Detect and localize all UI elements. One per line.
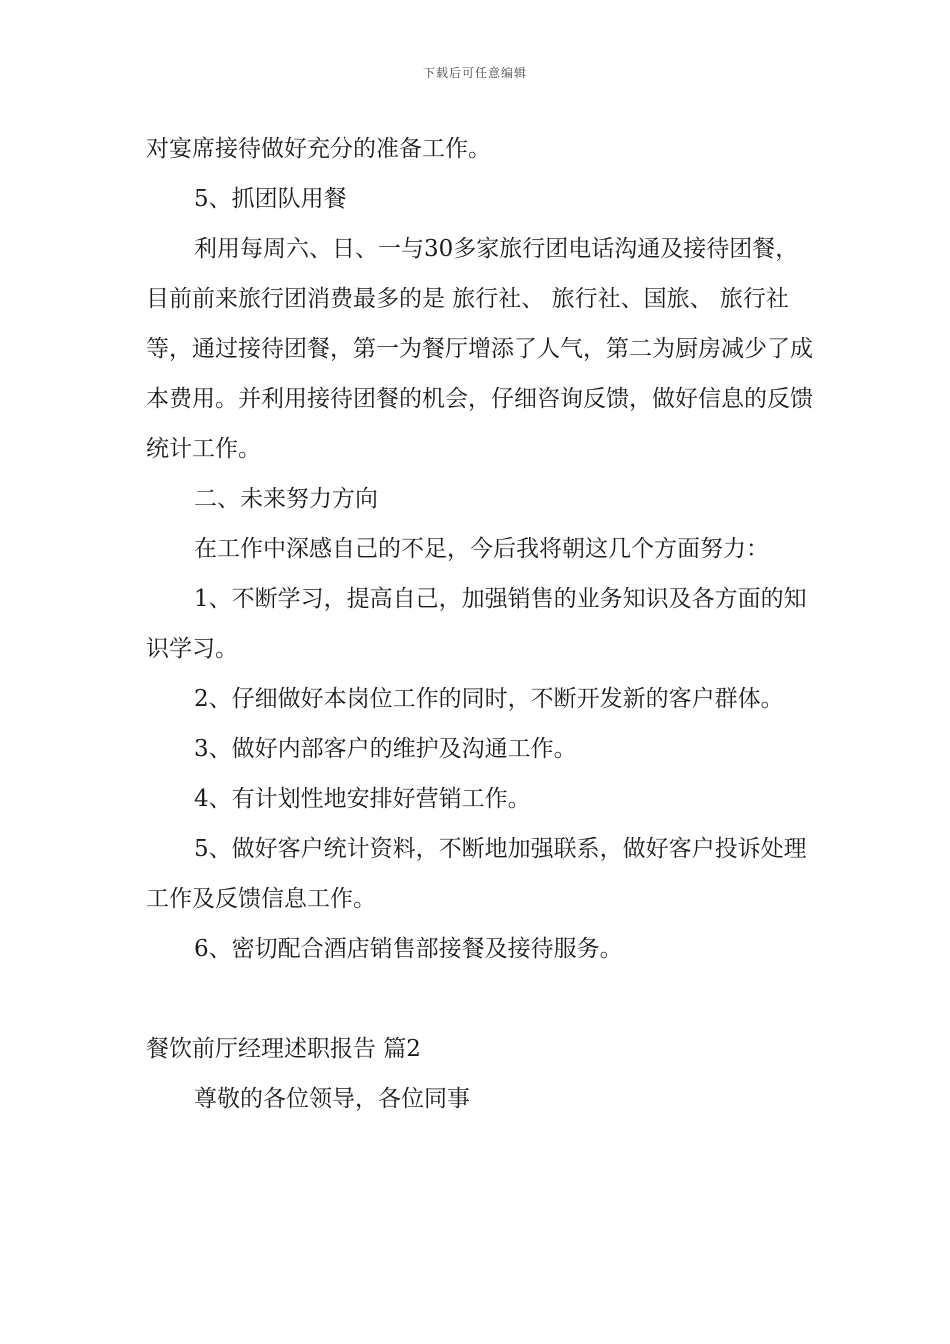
list-item: 2、仔细做好本岗位工作的同时，不断开发新的客户群体。 xyxy=(194,686,784,712)
paragraph: 对宴席接待做好充分的准备工作。 xyxy=(146,136,491,162)
document-body xyxy=(146,124,816,1124)
list-item: 6、密切配合酒店销售部接餐及接待服务。 xyxy=(194,936,623,962)
list-item: 4、有计划性地安排好营销工作。 xyxy=(194,786,531,812)
page-header-note: 下载后可任意编辑 xyxy=(422,66,527,80)
section-spacer xyxy=(146,974,816,1024)
section-heading: 二、未来努力方向 xyxy=(194,486,378,512)
paragraph: 5、抓团队用餐 xyxy=(194,186,347,212)
paragraph: 在工作中深感自己的不足，今后我将朝这几个方面努力： xyxy=(194,536,769,562)
paragraph: 利用每周六、日、一与30多家旅行团电话沟通及接待团餐，目前前来旅行团消费最多的是 旅行社、 旅行社、国旅、 旅行社等，通过接待团餐，第一为餐厅增添了人气，第二为厨房减少了成本费用。并利用接待团餐的机会，仔细咨询反馈，做好信息的反馈统计工作。 xyxy=(146,236,813,462)
report-title: 餐饮前厅经理述职报告 篇2 xyxy=(146,1036,421,1062)
list-item: 3、做好内部客户的维护及沟通工作。 xyxy=(194,736,577,762)
list-item: 1、不断学习，提高自己，加强销售的业务知识及各方面的知识学习。 xyxy=(146,586,807,662)
greeting: 尊敬的各位领导，各位同事 xyxy=(194,1086,470,1112)
list-item: 5、做好客户统计资料，不断地加强联系，做好客户投诉处理工作及反馈信息工作。 xyxy=(146,836,807,912)
